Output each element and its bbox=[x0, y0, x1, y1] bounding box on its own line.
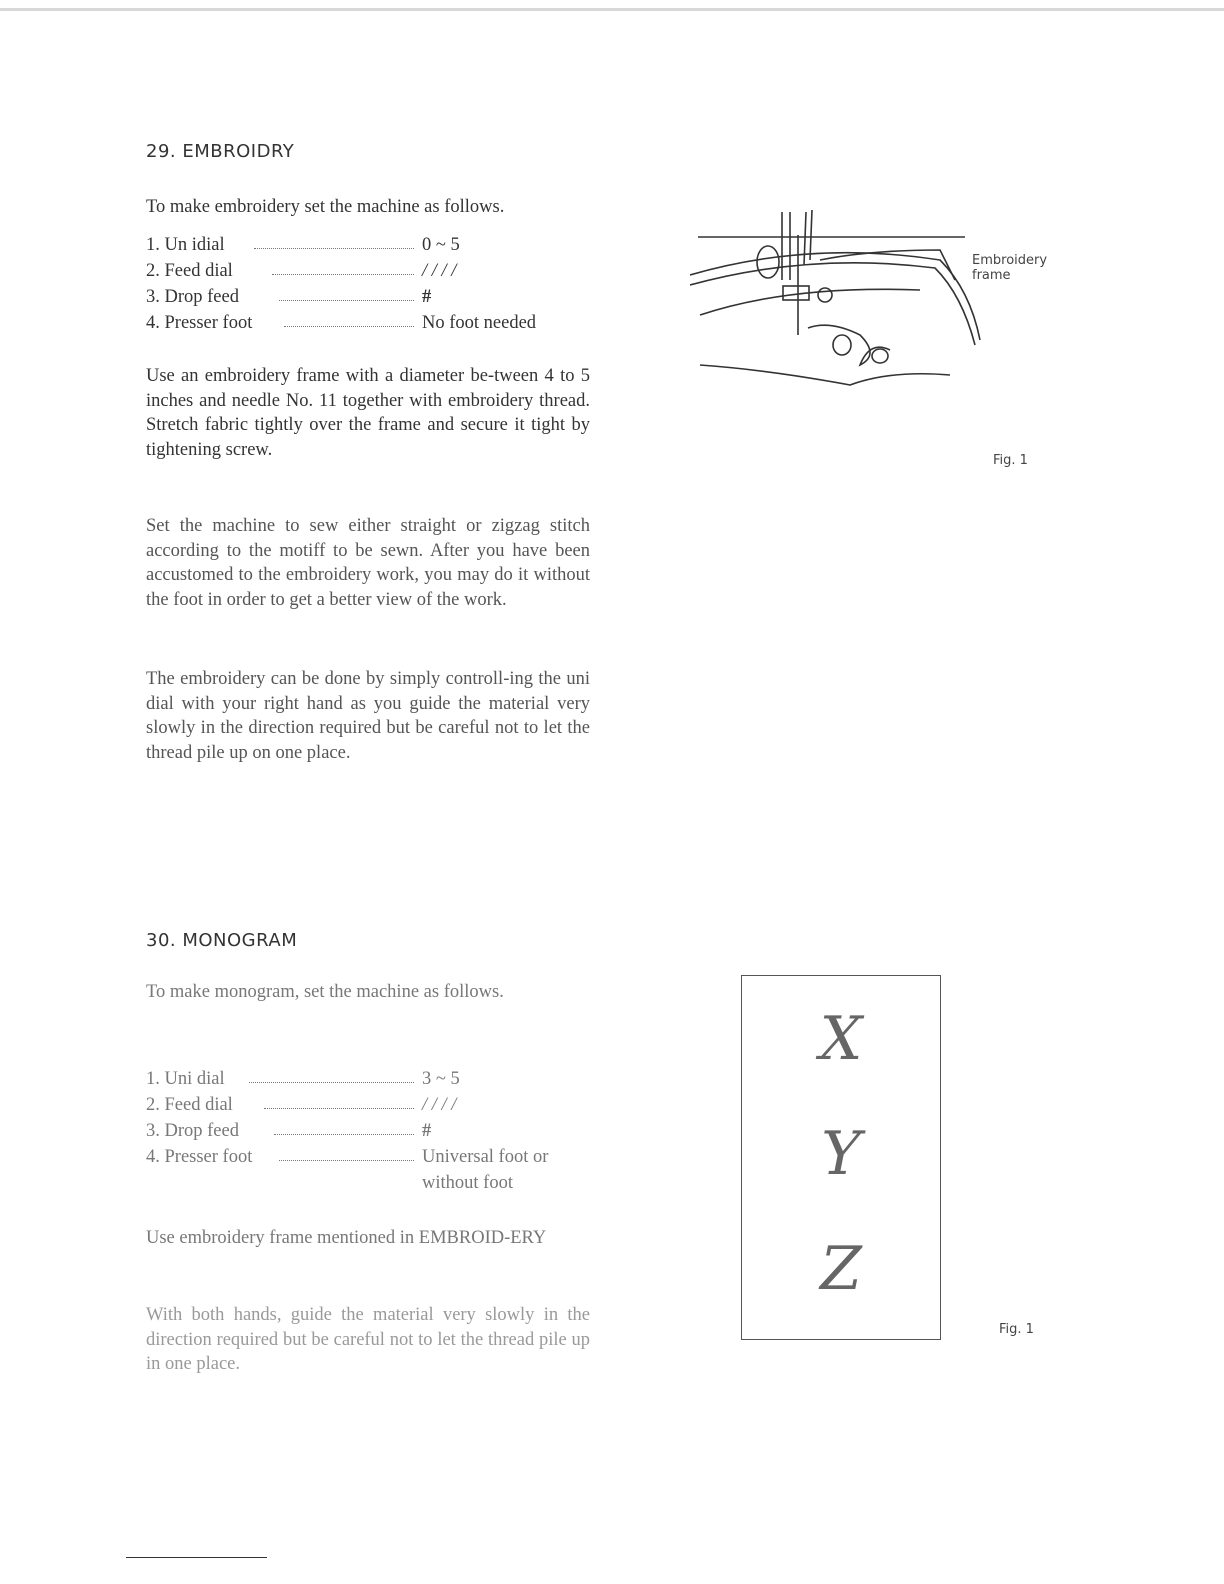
setting-value: / / / / bbox=[422, 261, 457, 281]
scan-edge bbox=[0, 8, 1224, 11]
setting-row-continued bbox=[146, 1170, 548, 1196]
section-title-monogram: 30. MONOGRAM bbox=[146, 930, 298, 951]
monogram-paragraph: Use embroidery frame mentioned in EMBROID-ERY bbox=[146, 1228, 547, 1248]
setting-value: without foot bbox=[422, 1173, 513, 1193]
embroidery-frame-callout: Embroidery frame bbox=[972, 253, 1048, 283]
setting-row bbox=[146, 284, 536, 310]
leader-dots bbox=[249, 1082, 414, 1083]
monogram-intro: To make monogram, set the machine as follows. bbox=[146, 982, 504, 1002]
setting-value: / / / / bbox=[422, 1095, 457, 1115]
monogram-letter: Y bbox=[821, 1119, 861, 1189]
setting-label: 4. Presser foot bbox=[146, 313, 253, 333]
leader-dots bbox=[264, 1108, 414, 1109]
setting-label: 2. Feed dial bbox=[146, 261, 233, 281]
setting-value: # bbox=[422, 287, 432, 307]
setting-label: 1. Uni dial bbox=[146, 1069, 225, 1089]
embroidery-intro: To make embroidery set the machine as follows. bbox=[146, 197, 505, 217]
setting-label: 2. Feed dial bbox=[146, 1095, 233, 1115]
figure-caption: Fig. 1 bbox=[999, 1322, 1034, 1337]
embroidery-paragraph: Set the machine to sew either straight or zigzag stitch according to the motiff to be sewn. After you have been accustomed to the embroidery work, you may do it without the foot in order to get a better view of the work. bbox=[146, 516, 590, 610]
leader-dots bbox=[279, 300, 414, 301]
embroidery-paragraph: Use an embroidery frame with a diameter be-tween 4 to 5 inches and needle No. 11 together with embroidery thread. Stretch fabric tightly over the frame and secure it tight by tightening screw. bbox=[146, 366, 590, 460]
embroidery-figure bbox=[690, 200, 1070, 480]
footnote-rule bbox=[126, 1557, 267, 1558]
leader-dots bbox=[279, 1160, 414, 1161]
setting-value: # bbox=[422, 1121, 432, 1141]
setting-value: 3 ~ 5 bbox=[422, 1069, 460, 1089]
setting-label: 3. Drop feed bbox=[146, 1121, 239, 1141]
leader-dots bbox=[284, 326, 414, 327]
setting-value: Universal foot or bbox=[422, 1147, 549, 1167]
section-title-embroidery: 29. EMBROIDRY bbox=[146, 141, 295, 162]
setting-value: No foot needed bbox=[422, 313, 537, 333]
setting-row bbox=[146, 1066, 548, 1092]
setting-row bbox=[146, 1092, 548, 1118]
monogram-letter: X bbox=[819, 1004, 863, 1074]
setting-row bbox=[146, 1144, 548, 1170]
leader-dots bbox=[274, 1134, 414, 1135]
setting-row bbox=[146, 232, 536, 258]
monogram-paragraph: With both hands, guide the material very slowly in the direction required but be careful not to let the thread pile up in one place. bbox=[146, 1305, 590, 1374]
leader-dots bbox=[272, 274, 414, 275]
setting-label: 3. Drop feed bbox=[146, 287, 239, 307]
monogram-letter: Z bbox=[820, 1234, 862, 1304]
setting-label: 4. Presser foot bbox=[146, 1147, 253, 1167]
monogram-settings bbox=[146, 1066, 548, 1196]
setting-row bbox=[146, 1118, 548, 1144]
monogram-figure bbox=[741, 975, 941, 1340]
setting-row bbox=[146, 258, 536, 284]
setting-row bbox=[146, 310, 536, 336]
setting-value: 0 ~ 5 bbox=[422, 235, 460, 255]
leader-dots bbox=[254, 248, 414, 249]
embroidery-paragraph: The embroidery can be done by simply controll-ing the uni dial with your right hand as you guide the material very slowly in the direction required but be careful not to let the thread pile up on one place. bbox=[146, 669, 590, 763]
embroidery-settings bbox=[146, 232, 536, 336]
figure-caption: Fig. 1 bbox=[993, 453, 1028, 468]
sewing-machine-hoop-illustration bbox=[690, 200, 990, 400]
setting-label: 1. Un idial bbox=[146, 235, 225, 255]
